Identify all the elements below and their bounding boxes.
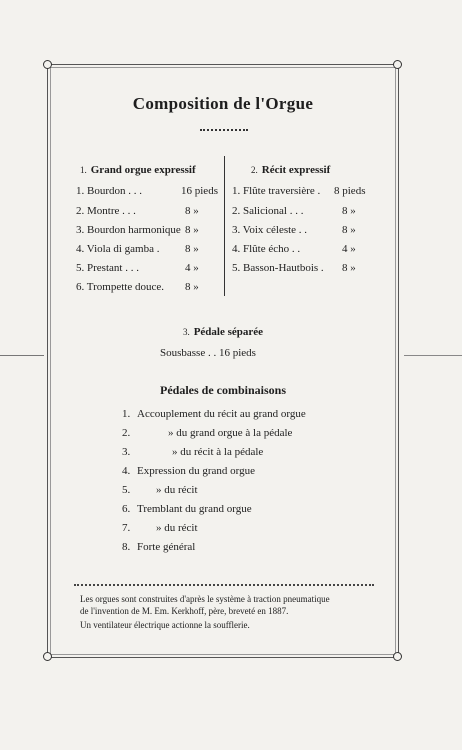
title-ornament [200,129,248,134]
stop-pitch: 8 » [342,205,356,217]
footnote-line: de l'invention de M. Em. Kerkhoff, père, breveté en 1887. [80,606,289,616]
section-number: 1. [80,165,87,175]
stop-pitch: 8 » [185,243,199,255]
page-frame [47,64,399,658]
frame-corner-ornament [393,652,402,661]
stop-pitch: 8 pieds [334,185,366,197]
frame-corner-ornament [43,652,52,661]
stop-pitch: 16 pieds [181,185,218,197]
item-number: 7. [122,522,131,534]
stop-name: 5. Basson-Hautbois . [232,262,324,274]
stop-pitch: 8 » [342,224,356,236]
binding-line-left [0,355,44,356]
item-text: Expression du grand orgue [137,465,256,477]
stop-name: 1. Bourdon . . . [76,185,142,197]
stop-name: 3. Bourdon harmonique [76,224,181,236]
footnote-line: Un ventilateur électrique actionne la soufflerie. [80,620,250,630]
stop-pitch: 4 » [342,243,356,255]
pedale-heading [47,326,399,338]
frame-corner-ornament [43,60,52,69]
section-title: Grand orgue expressif [90,164,196,176]
item-text: Forte général [137,541,196,553]
item-text: » du récit à la pédale [172,446,264,458]
stop-name: 2. Salicional . . . [232,205,304,217]
section-number: 3. [182,327,190,337]
item-number: 2. [122,427,131,439]
item-text: » du récit [156,484,198,496]
stop-name: 6. Trompette douce. [76,281,164,293]
section-number: 2. [251,165,258,175]
combinaisons-heading: Pédales de combinaisons [159,383,286,397]
section-title: Pédale séparée [193,326,264,338]
item-number: 5. [122,484,131,496]
footnote-line: Les orgues sont construites d'après le système à traction pneumatique [80,594,330,604]
item-number: 1. [122,408,131,420]
binding-line-right [404,355,462,356]
item-number: 4. [122,465,131,477]
dotted-rule [74,584,374,586]
stop-pitch: 8 » [185,224,199,236]
section-title: Récit expressif [261,164,331,176]
item-text: Tremblant du grand orgue [137,503,252,515]
stop-name: 5. Prestant . . . [76,262,139,274]
item-number: 8. [122,541,131,553]
frame-corner-ornament [393,60,402,69]
grand-orgue-heading [80,164,196,176]
stop-name: 1. Flûte traversière . [232,185,321,197]
column-divider [224,156,225,296]
item-number: 6. [122,503,131,515]
stop-pitch: 8 » [185,205,199,217]
item-number: 3. [122,446,131,458]
stop-name: 2. Montre . . . [76,205,136,217]
item-text: » du récit [156,522,198,534]
stop-pitch: 4 » [185,262,199,274]
stop-name: 4. Viola di gamba . [76,243,160,255]
stop-pitch: 8 » [185,281,199,293]
item-text: » du grand orgue à la pédale [168,427,293,439]
stop-pitch: 8 » [342,262,356,274]
stop-name: 3. Voix céleste . . [232,224,308,236]
page-title: Composition de l'Orgue [132,94,314,113]
stop-name: 4. Flûte écho . . [232,243,301,255]
pedale-stop: Sousbasse . . 16 pieds [160,347,256,359]
recit-heading [251,164,330,176]
item-text: Accouplement du récit au grand orgue [137,408,306,420]
